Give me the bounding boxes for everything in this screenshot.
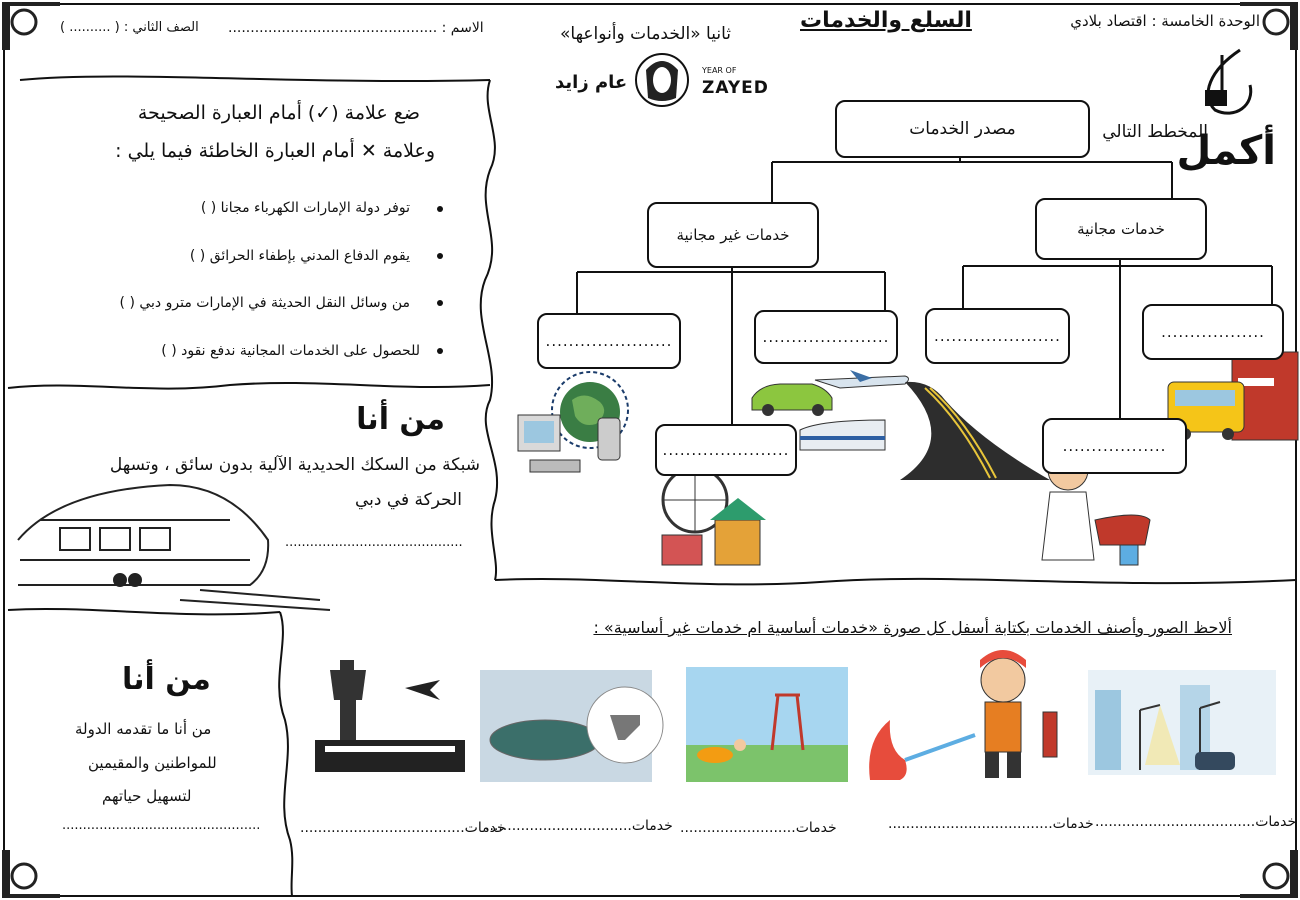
grade-field[interactable]: الصف الثاني : ( .......... ) xyxy=(60,20,199,35)
classify-label-4[interactable]: خدمات................................. xyxy=(485,818,673,834)
who-am-i-2-line-1: من أنا ما تقدمه الدولة xyxy=(75,720,212,738)
answer-box-paid-3[interactable]: ...................... xyxy=(655,424,797,476)
corner-ornament-top-left xyxy=(2,2,60,50)
who-am-i-1-title: من أنا xyxy=(356,402,445,437)
tf-instruction-1: ضع علامة (✓) أمام العبارة الصحيحة xyxy=(137,102,420,124)
tf-statement-2[interactable]: يقوم الدفاع المدني بإطفاء الحرائق ( ) xyxy=(189,248,410,264)
page-title: السلع والخدمات xyxy=(800,8,972,33)
zayed-portrait-icon xyxy=(636,54,688,106)
page-subtitle: ثانيا «الخدمات وأنواعها» xyxy=(560,24,731,44)
amusement-park-illustration xyxy=(662,468,766,565)
who-am-i-2-title: من أنا xyxy=(122,662,211,697)
corner-ornament-bottom-left xyxy=(2,850,60,898)
free-services-box: خدمات مجانية xyxy=(1035,198,1207,260)
answer-box-free-2[interactable]: .................. xyxy=(1142,304,1284,360)
diagram-instruction: المخطط التالي xyxy=(1102,122,1208,142)
classify-instruction: ألاحظ الصور وأصنف الخدمات بكتابة أسفل كل صورة «خدمات أساسية ام خدمات غير أساسية» : xyxy=(593,618,1232,637)
who-am-i-1-text-1: شبكة من السكك الحديدية الآلية بدون سائق ، وتسهل xyxy=(109,455,480,475)
name-field[interactable]: الاسم : ............................................... xyxy=(228,20,484,36)
airport-illustration xyxy=(315,660,465,772)
metro-train-sketch xyxy=(18,485,330,610)
bullet-icon xyxy=(437,348,443,354)
road-illustration xyxy=(900,382,1050,480)
corner-ornament-bottom-right xyxy=(1240,850,1298,898)
classify-label-2[interactable]: خدمات..................................... xyxy=(888,816,1094,832)
water-treatment-illustration xyxy=(480,670,663,782)
logo-zayed-ar: عام زايد xyxy=(555,72,628,93)
logo-year-of: YEAR OF xyxy=(702,66,737,75)
who-am-i-1-text-2: الحركة في دبي xyxy=(354,490,462,510)
firefighter-illustration xyxy=(869,650,1057,780)
bullet-icon xyxy=(437,300,443,306)
answer-box-free-3[interactable]: .................. xyxy=(1042,418,1187,474)
answer-box-paid-2[interactable]: ...................... xyxy=(754,310,898,364)
classify-label-1[interactable]: خدمات.................................... xyxy=(1095,814,1297,830)
who-am-i-2-line-3: لتسهيل حياتهم xyxy=(102,787,192,805)
bullet-icon xyxy=(437,206,443,212)
tf-statement-1[interactable]: توفر دولة الإمارات الكهرباء مجانا ( ) xyxy=(200,200,410,216)
answer-box-paid-1[interactable]: ...................... xyxy=(537,313,681,369)
who-am-i-2-answer[interactable]: ................................................ xyxy=(62,818,261,833)
answer-box-free-1[interactable]: ...................... xyxy=(925,308,1070,364)
tf-instruction-2: وعلامة ✕ أمام العبارة الخاطئة فيما يلي : xyxy=(115,140,435,162)
who-am-i-2-line-2: للمواطنين والمقيمين xyxy=(88,754,217,772)
computer-globe-illustration xyxy=(518,372,628,472)
root-box: مصدر الخدمات xyxy=(835,100,1090,158)
unit-title: الوحدة الخامسة : اقتصاد بلادي xyxy=(1070,12,1260,30)
who-am-i-1-answer[interactable]: ........................................... xyxy=(285,535,463,550)
street-lights-illustration xyxy=(1088,670,1276,775)
playground-illustration xyxy=(686,667,848,782)
calligraphy-emblem-icon xyxy=(1205,50,1251,113)
tf-statement-4[interactable]: للحصول على الخدمات المجانية ندفع نقود ( ) xyxy=(161,343,420,359)
tf-statement-3[interactable]: من وسائل النقل الحديثة في الإمارات مترو دبي ( ) xyxy=(119,295,410,311)
classify-label-5[interactable]: خدمات..................................... xyxy=(300,820,506,836)
complete-label: أكمل xyxy=(1176,128,1276,174)
paid-services-box: خدمات غير مجانية xyxy=(647,202,819,268)
bullet-icon xyxy=(437,253,443,259)
logo-zayed-en: ZAYED xyxy=(702,78,769,98)
classify-label-3[interactable]: خدمات.......................... xyxy=(680,820,837,836)
